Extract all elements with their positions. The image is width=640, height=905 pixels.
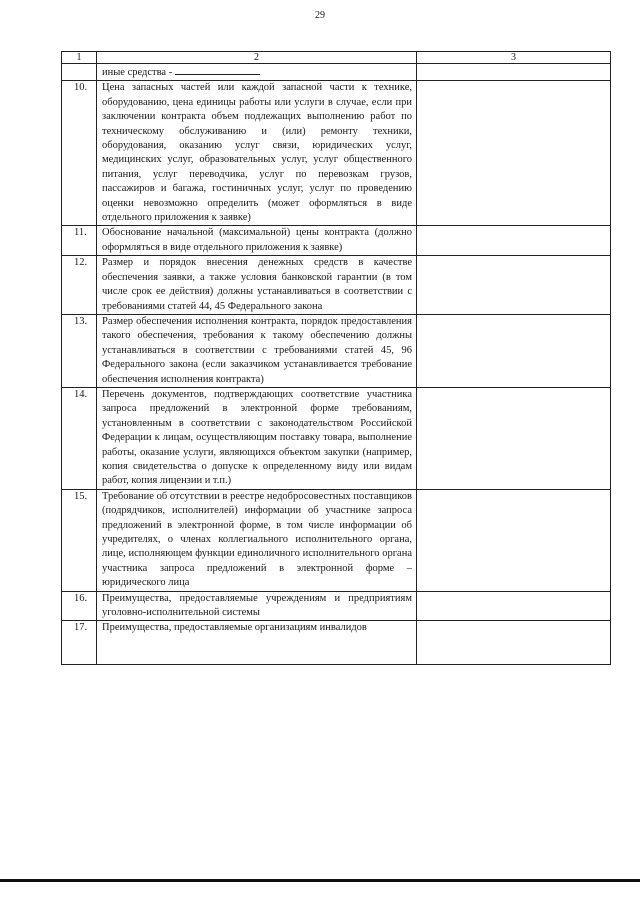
- row-number-cell: 14.: [62, 387, 97, 489]
- row-value-cell: [417, 591, 611, 621]
- row-text-cell: Преимущества, предоставляемые учреждениям и предприятиям уголовно-исполнительной системы: [97, 591, 417, 621]
- row-text-cell: Преимущества, предоставляемые организациям инвалидов: [97, 621, 417, 665]
- row-number-cell: 15.: [62, 489, 97, 591]
- row-number-cell: 17.: [62, 621, 97, 665]
- table-row-continuation: [62, 64, 611, 81]
- row-value-cell: [417, 621, 611, 665]
- row-text-cell: Требование об отсутствии в реестре недобросовестных поставщиков (подрядчиков, исполнителей) информации об участнике запроса предложений в электронной форме, в том числе информации об учредителях, о членах коллегиального исполнительного органа, лице, исполняющем функции единоличного исполнительного органа участника запроса предложений в электронной форме – юридического лица: [97, 489, 417, 591]
- row-text-cell: Размер обеспечения исполнения контракта, порядок предоставления такого обеспечения, требования к такому обеспечению должны устанавливаться в соответствии с требованиями статей 45, 96 Федерального закона (если заказчиком устанавливается требование обеспечения исполнения контракта): [97, 314, 417, 387]
- fill-in-blank: [175, 64, 260, 75]
- page-bottom-rule: [0, 879, 640, 882]
- requirements-table: [61, 51, 611, 665]
- row-number-cell: 12.: [62, 256, 97, 315]
- table-row-11: [62, 226, 611, 256]
- row-value-cell: [417, 256, 611, 315]
- continuation-text: иные средства -: [102, 67, 173, 78]
- table-row-14: [62, 387, 611, 489]
- table-row-17: [62, 621, 611, 665]
- table-row-15: [62, 489, 611, 591]
- row-number-cell: 10.: [62, 81, 97, 226]
- page-number: 29: [315, 10, 325, 21]
- column-header-1: 1: [62, 52, 97, 64]
- column-header-3: 3: [417, 52, 611, 64]
- row-number-cell: 13.: [62, 314, 97, 387]
- table-row-13: [62, 314, 611, 387]
- row-value-cell: [417, 81, 611, 226]
- row-value-cell: [417, 387, 611, 489]
- row-number-cell: 16.: [62, 591, 97, 621]
- row-value-cell: [417, 314, 611, 387]
- column-header-2: 2: [97, 52, 417, 64]
- row-value-cell: [417, 64, 611, 81]
- row-text-cell: [97, 64, 417, 81]
- row-text-cell: Перечень документов, подтверждающих соответствие участника запроса предложений в электронной форме требованиям, установленным в соответствии с законодательством Российской Федерации к лицам, осуществляющим поставку товара, выполнение работы, оказание услуги, являющихся объектом закупки (например, копия свидетельства о допуске к определенному виду или видам работ, копия лицензии и т.п.): [97, 387, 417, 489]
- table-header-row: [62, 52, 611, 64]
- row-number-cell: [62, 64, 97, 81]
- row-number-cell: 11.: [62, 226, 97, 256]
- row-text-cell: Обоснование начальной (максимальной) цены контракта (должно оформляться в виде отдельного приложения к заявке): [97, 226, 417, 256]
- row-value-cell: [417, 226, 611, 256]
- row-text-cell: Размер и порядок внесения денежных средств в качестве обеспечения заявки, а также условия банковской гарантии (в том числе срок ее действия) должны устанавливаться в соответствии с требованиями статей 44, 45 Федерального закона: [97, 256, 417, 315]
- table-row-16: [62, 591, 611, 621]
- table-row-12: [62, 256, 611, 315]
- row-value-cell: [417, 489, 611, 591]
- table-row-10: [62, 81, 611, 226]
- row-text-cell: Цена запасных частей или каждой запасной части к технике, оборудованию, цена единицы работы или услуги в случае, если при заключении контракта объем подлежащих выполнению работ по техническому обслуживанию и (или) ремонту техники, оборудования, оказанию услуг связи, юридических услуг, медицинских услуг, образовательных услуг, услуг общественного питания, услуг переводчика, услуг по перевозкам грузов, пассажиров и багажа, гостиничных услуг, услуг по проведению оценки невозможно определить (может оформляться в виде отдельного приложения к заявке): [97, 81, 417, 226]
